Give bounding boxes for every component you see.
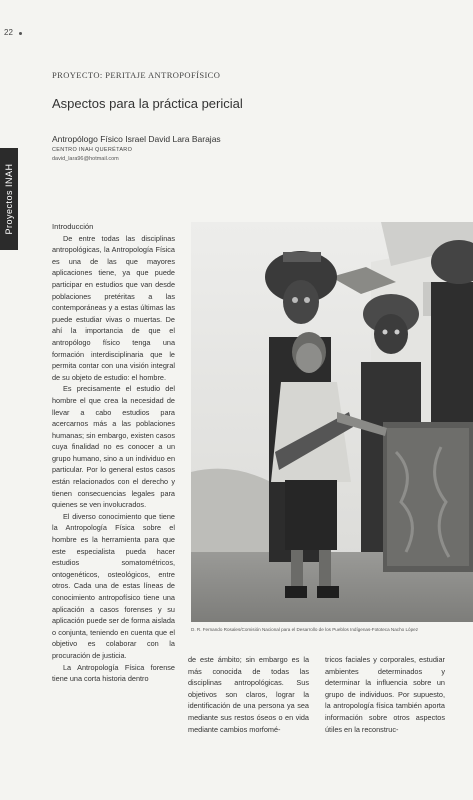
- photo-caption: D. R. Fernando Rosales/Comisión Nacional para el Desarrollo de los Pueblos Indígenas-Fototeca Nacho López: [191, 627, 419, 632]
- paragraph-1: De entre todas las disciplinas antropológicas, la Antropología Física es una de las que mayores aplicaciones tiene, ya que puede participar en estudios que van desde poblaciones pretéritas a las contemporáneas y a estas últimas las puede estudiar vivas o muertas. De ahí la importancia de que el antropólogo físico tenga una formación interdisciplinaria que le permita contar con una visión integral de su objeto de estudio: el hombre.: [52, 233, 175, 382]
- body-column-1: [52, 221, 175, 685]
- body-column-3: [325, 654, 445, 735]
- author-name: Antropólogo Físico Israel David Lara Barajas: [52, 134, 221, 144]
- author-email[interactable]: david_lara96@hotmail.com: [52, 156, 119, 162]
- paragraph-3: El diverso conocimiento que tiene la Antropología Física sobre el hombre es la herramienta para que este especialista pueda hacer estudios somatométricos, ontogenéticos, osteológicos, entre otros. Cada una de estas líneas de conocimiento antropofísico tiene una aplicación a casos forenses y su aplicación puede ser de forma aislada o conjunta, teniendo en cuenta que el objetivo es colaborar con la procuración de justicia.: [52, 511, 175, 660]
- article-title: Aspectos para la práctica pericial: [52, 96, 243, 111]
- section-label: PROYECTO: PERITAJE ANTROPOFÍSICO: [52, 70, 221, 80]
- body-column-2: [188, 654, 309, 735]
- header-dot: [19, 32, 22, 35]
- section-side-tab: [0, 148, 18, 250]
- paragraph-2: Es precisamente el estudio del hombre el que crea la necesidad de llevar a cabo estudios para acercarnos más a las poblaciones humanas; sin embargo, existen casos cuya finalidad no es conocer a un grupo humano, sino a un individuo en particular. Por lo general estos casos están relacionados con el derecho y tienen consecuencias legales para quienes se ven involucrados.: [52, 384, 175, 510]
- column-2-text: de este ámbito; sin embargo es la más conocida de todas las disciplinas antropológicas. Sus objetivos son claros, lograr la identificación de una persona ya sea mediante sus restos óseos o en vida mediante cambios morfomé-: [188, 655, 309, 734]
- side-tab-label: Proyectos INAH: [4, 163, 14, 235]
- column-3-text: tricos faciales y corporales, estudiar ambientes determinados y determinar la influencia sobre un grupo de individuos. Por supuesto, la antropología física también aporta información sobre otros aspectos útiles en la reconstruc-: [325, 655, 445, 734]
- festival-photo: [191, 222, 473, 622]
- paragraph-4: La Antropología Física forense tiene una corta historia dentro: [52, 662, 175, 684]
- author-affiliation: CENTRO INAH QUERÉTARO: [52, 147, 133, 153]
- page-number: 22: [4, 28, 13, 37]
- intro-heading: Introducción: [52, 222, 94, 231]
